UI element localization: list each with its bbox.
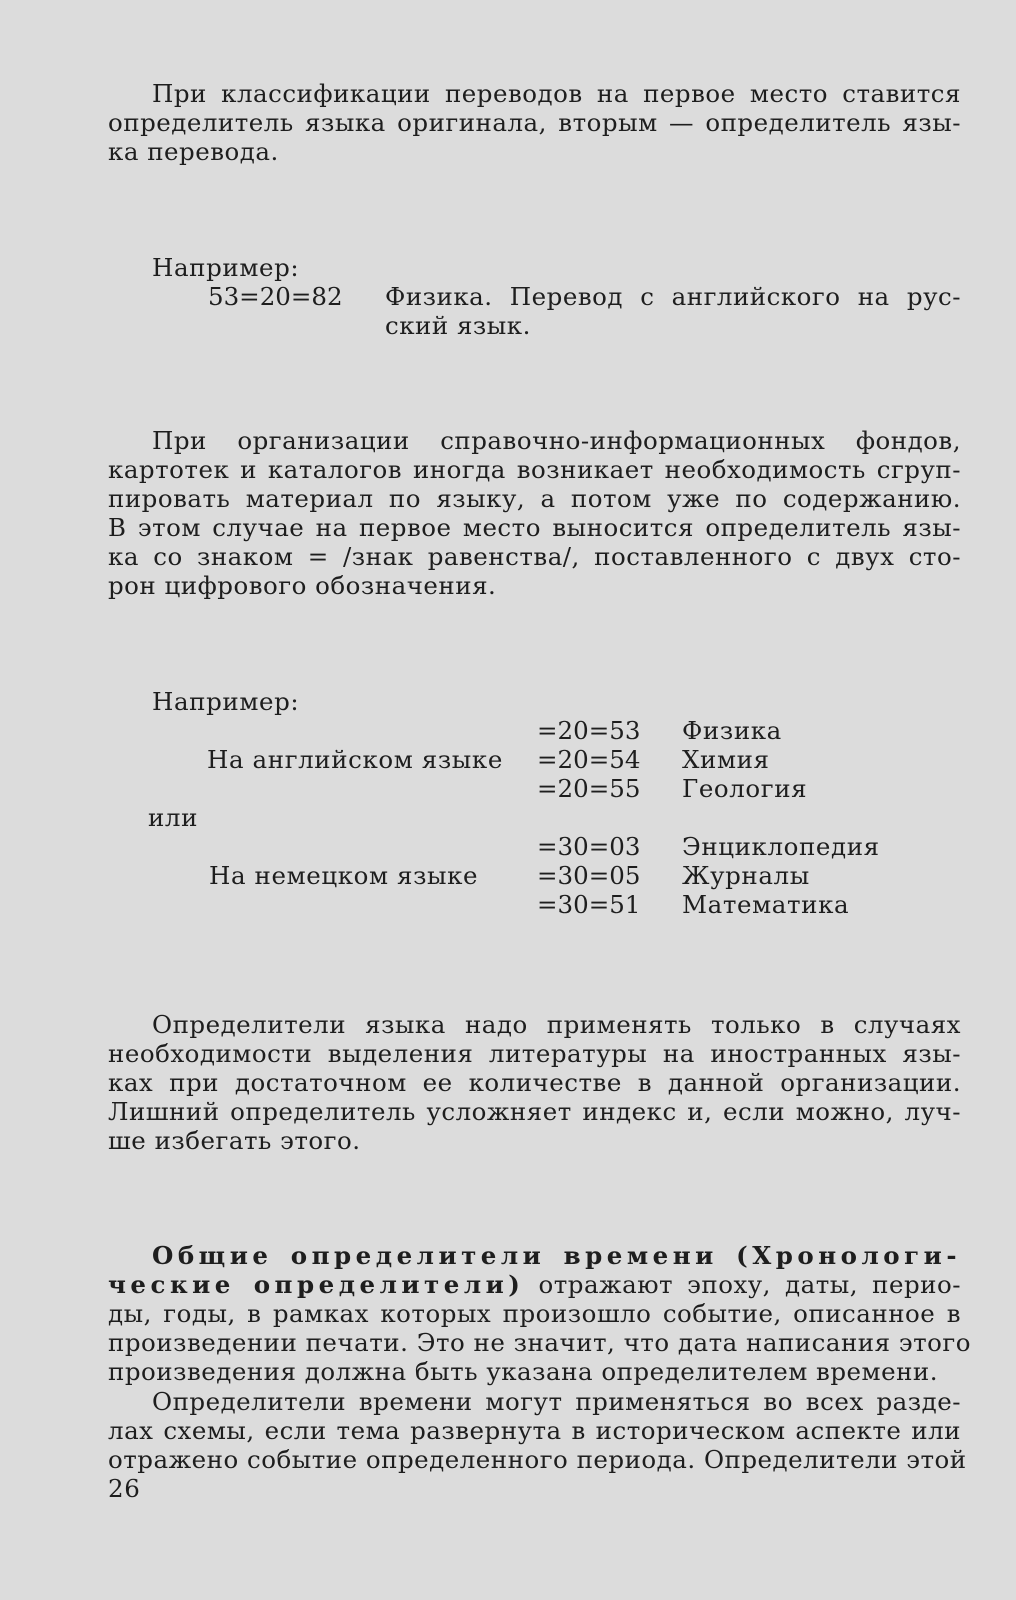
text-line: произведении печати. Это не значит, что дата написания этого (108, 1328, 971, 1357)
group-label-german: На немецком языке (209, 861, 479, 890)
text-line: При классификации переводов на первое место ставится (152, 79, 961, 108)
text-line: Физика. Перевод с английского на рус- (385, 282, 961, 311)
text-line: Лишний определитель усложняет индекс и, если можно, луч- (108, 1097, 961, 1126)
text-line: В этом случае на первое место выносится определитель язы- (108, 513, 961, 542)
text-line: ках при достаточном ее количестве в данной организации. (108, 1068, 961, 1097)
code-cell: =30=51 (537, 890, 641, 919)
paragraph-reference-funds (108, 426, 961, 600)
text-line: ка со знаком = /знак равенства/, поставленного с двух сто- (108, 542, 961, 571)
text-line: определитель языка оригинала, вторым — определитель язы- (108, 108, 961, 137)
text-line: Определители времени могут применяться во всех разде- (152, 1387, 961, 1416)
example-label: Например: (152, 253, 300, 282)
example-description (385, 282, 961, 340)
text-line: Определители языка надо применять только в случаях (152, 1010, 961, 1039)
example-label: Например: (152, 687, 300, 716)
text-line: рон цифрового обозначения. (108, 571, 497, 600)
text-line (108, 1241, 961, 1270)
text-fragment: отражают эпоху, даты, перио- (538, 1270, 961, 1299)
text-line: ше избегать этого. (108, 1126, 361, 1155)
subject-cell: Геология (682, 774, 808, 803)
text-line: ка перевода. (108, 137, 279, 166)
code-cell: =30=05 (537, 861, 641, 890)
text-line: пировать материал по языку, а потом уже по содержанию. (108, 484, 961, 513)
subject-cell: Физика (682, 716, 782, 745)
text-line: При организации справочно-информационных фондов, (152, 426, 961, 455)
text-line: картотек и каталогов иногда возникает необходимость сгруп- (108, 455, 961, 484)
example-code: 53=20=82 (208, 282, 343, 311)
section-heading: Общие определители времени (Хронологи- (152, 1241, 961, 1270)
group-label-english: На английском языке (207, 745, 503, 774)
code-cell: =20=53 (537, 716, 641, 745)
text-line: отражено событие определенного периода. Определители этой (108, 1445, 967, 1474)
text-line: произведения должна быть указана определителем времени. (108, 1357, 939, 1386)
text-line: ды, годы, в рамках которых произошло событие, описанное в (108, 1299, 961, 1328)
code-cell: =20=54 (537, 745, 641, 774)
code-cell: =30=03 (537, 832, 641, 861)
subject-cell: Математика (682, 890, 850, 919)
paragraph-time-determinants (108, 1241, 971, 1386)
subject-cell: Журналы (682, 861, 810, 890)
paragraph-time-usage (108, 1387, 967, 1474)
text-line (108, 1270, 961, 1299)
text-line: лах схемы, если тема развернута в историческом аспекте или (108, 1416, 961, 1445)
paragraph-classification (108, 79, 961, 166)
page-number: 26 (108, 1474, 141, 1503)
text-line: необходимости выделения литературы на иностранных язы- (108, 1039, 961, 1068)
code-cell: =20=55 (537, 774, 641, 803)
paragraph-language-determinants (108, 1010, 961, 1155)
subject-cell: Энциклопедия (682, 832, 880, 861)
section-heading: ческие определители) (108, 1270, 525, 1299)
or-label: или (148, 803, 199, 832)
subject-cell: Химия (682, 745, 770, 774)
text-line: ский язык. (385, 311, 531, 340)
